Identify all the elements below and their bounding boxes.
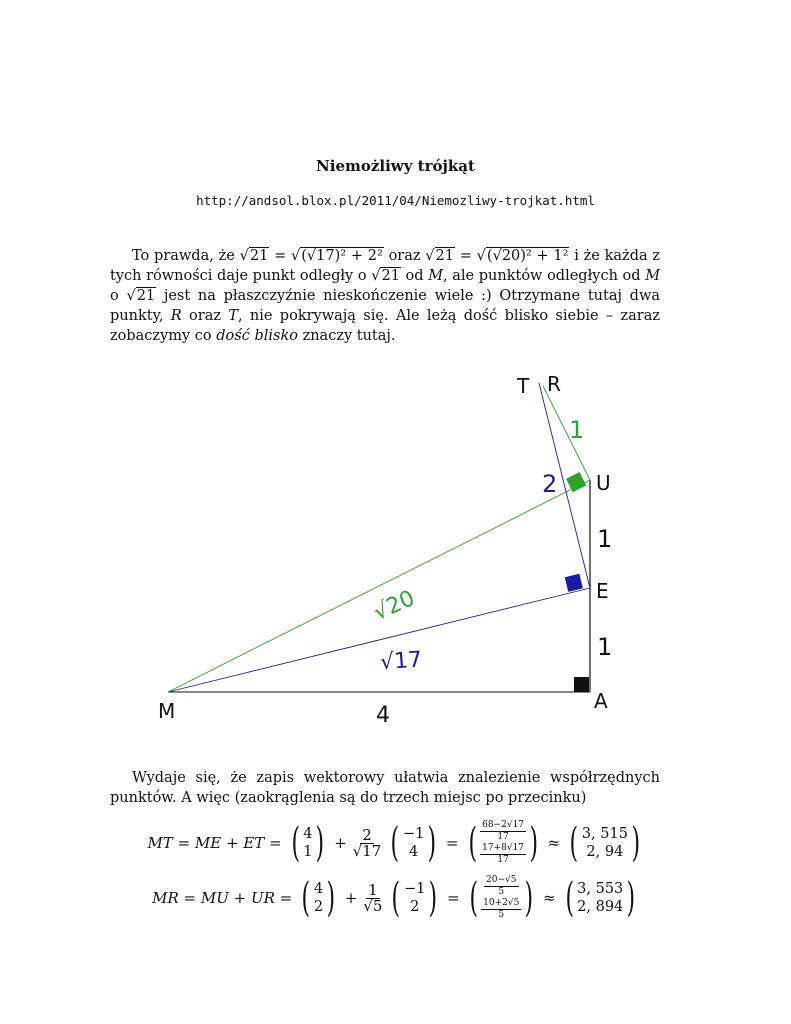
equation-mt: MT = ME + ET = ( 4 1 ) + $\frac{2}{√17}$ ( −1 4 ) = ( $\frac{68-2√17}{17}$ $\frac{17+8√17}{17}$ ) ≈ ( 3, 515 2, 94 ) <box>147 820 641 866</box>
length-ur: 1 <box>569 416 585 444</box>
right-angle-e <box>565 574 583 592</box>
length-mu: √20 <box>370 585 419 626</box>
vector-paragraph: Wydaje się, że zapis wektorowy ułatwia znalezienie współrzędnych punktów. A więc (zaokrąglenia są do trzech miejsc po przecinku) <box>110 770 660 806</box>
intro-paragraph: To prawda, że √21 = √(√17)² + 2² oraz √21 = √(√20)² + 1² i że każda z tych równości daje punkt odległy o √21 od M, ale punktów odległych od M o √21 jest na płaszczyźnie nieskończenie wiele :) Otrzymane tutaj dwa punkty, R oraz T, nie pokrywają się. Ale leżą dość blisko siebie – zaraz zobaczymy co dość blisko znaczy tutaj. <box>110 248 661 344</box>
label-u: U <box>596 471 611 495</box>
right-angle-u <box>566 472 586 492</box>
label-a: A <box>594 689 608 713</box>
label-e: E <box>596 579 609 603</box>
sqrt-21: √21 <box>239 248 269 264</box>
length-eu: 1 <box>597 525 613 553</box>
right-angle-a <box>574 677 589 692</box>
source-url[interactable]: http://andsol.blox.pl/2011/04/Niemozliwy-trojkat.html <box>196 193 595 208</box>
length-ma: 4 <box>376 703 390 728</box>
label-r: R <box>547 372 561 396</box>
sqrt-expr-1: √(√17)² + 2² <box>291 248 383 264</box>
length-et: 2 <box>542 470 558 498</box>
length-ae: 1 <box>597 633 613 661</box>
emphasis-text: dość blisko <box>216 328 298 344</box>
page-title: Niemożliwy trójkąt <box>316 157 475 175</box>
label-m: M <box>158 699 176 723</box>
label-t: T <box>517 374 530 398</box>
sqrt-expr-2: √(√20)² + 1² <box>476 248 569 264</box>
equation-mr: MR = MU + UR = ( 4 2 ) + $\frac{1}{√5}$ ( −1 2 ) = ( $\frac{20-√5}{5}$ $\frac{10+2√5}{5}$ ) ≈ ( 3, 553 2, 894 ) <box>152 875 636 921</box>
length-me: √17 <box>379 647 423 676</box>
